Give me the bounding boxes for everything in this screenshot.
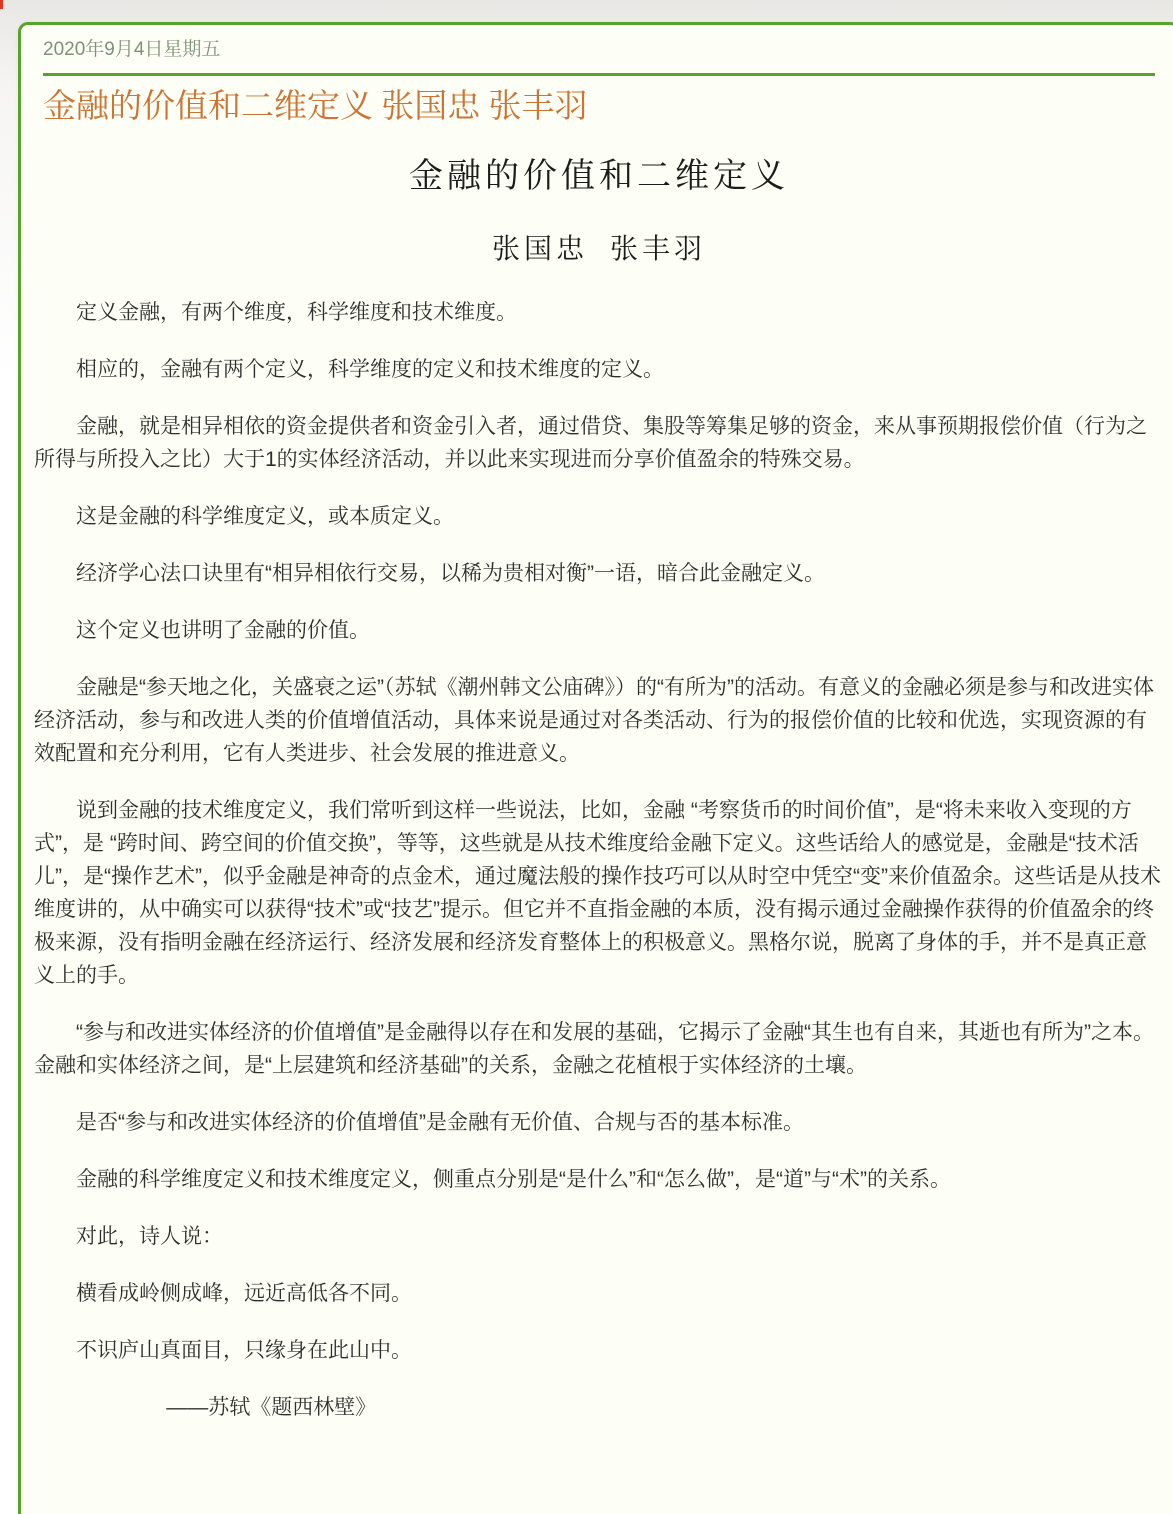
article-title: 金融的价值和二维定义 [409, 158, 789, 195]
paragraph: 金融，就是相异相依的资金提供者和资金引入者，通过借贷、集股等筹集足够的资金，来从事预期报偿价值（行为之所得与所投入之比）大于1的实体经济活动，并以此来实现进而分享价值盈余的特殊交易。 [34, 415, 1147, 471]
paragraph: “参与和改进实体经济的价值增值”是金融得以存在和发展的基础，它揭示了金融“其生也有自来，其逝也有所为”之本。金融和实体经济之间，是“上层建筑和经济基础”的关系，金融之花植根于实体经济的土壤。 [34, 1021, 1154, 1077]
paragraph: 说到金融的技术维度定义，我们常听到这样一些说法，比如，金融 “考察货币的时间价值”，是“将未来收入变现的方式”，是 “跨时间、跨空间的价值交换”，等等，这些就是从技术维度给金融下定义。这些话给人的感觉是，金融是“技术活儿”，是“操作艺术”，似乎金融是神奇的点金术，通过魔法般的操作技巧可以从时空中凭空“变”来价值盈余。这些话是从技术维度讲的，从中确实可以获得“技术”或“技艺”提示。但它并不直指金融的本质，没有揭示通过金融操作获得的价值盈余的终极来源，没有指明金融在经济运行、经济发展和经济发育整体上的积极意义。黑格尔说，脱离了身体的手，并不是真正意义上的手。 [34, 799, 1161, 987]
post-header [43, 25, 1155, 126]
paragraph: 这个定义也讲明了金融的价值。 [76, 619, 370, 642]
paragraph: 经济学心法口诀里有“相异相依行交易，以稀为贵相对衡”一语，暗合此金融定义。 [76, 562, 825, 585]
paragraph: 定义金融，有两个维度，科学维度和技术维度。 [76, 301, 517, 324]
poem-attribution: ——苏轼《题西林壁》 [166, 1396, 377, 1419]
screen-edge-artifact [0, 0, 3, 9]
paragraph: 金融是“参天地之化，关盛衰之运”（苏轼《潮州韩文公庙碑》）的“有所为”的活动。有意义的金融必须是参与和改进实体经济活动，参与和改进人类的价值增值活动，具体来说是通过对各类活动、行为的报偿价值的比较和优选，实现资源的有效配置和充分利用，它有人类进步、社会发展的推进意义。 [34, 676, 1154, 765]
header-divider [43, 73, 1155, 76]
paragraph: 金融的科学维度定义和技术维度定义，侧重点分别是“是什么”和“怎么做”，是“道”与“术”的关系。 [76, 1168, 951, 1191]
post-title-link[interactable]: 金融的价值和二维定义 张国忠 张丰羽 [43, 89, 588, 125]
paragraph: 相应的，金融有两个定义，科学维度的定义和技术维度的定义。 [76, 358, 664, 381]
paragraph: 对此，诗人说： [76, 1225, 223, 1248]
article-authors: 张国忠 张丰羽 [491, 234, 706, 265]
date-header: 2020年9月4日星期五 [43, 39, 221, 60]
poem-line: 不识庐山真面目，只缘身在此山中。 [76, 1339, 412, 1362]
paragraph: 是否“参与和改进实体经济的价值增值”是金融有无价值、合规与否的基本标准。 [76, 1111, 804, 1134]
post-card [18, 22, 1173, 1514]
poem-line: 横看成岭侧成峰，远近高低各不同。 [76, 1282, 412, 1305]
post-body [34, 154, 1164, 1424]
paragraph: 这是金融的科学维度定义，或本质定义。 [76, 505, 454, 528]
